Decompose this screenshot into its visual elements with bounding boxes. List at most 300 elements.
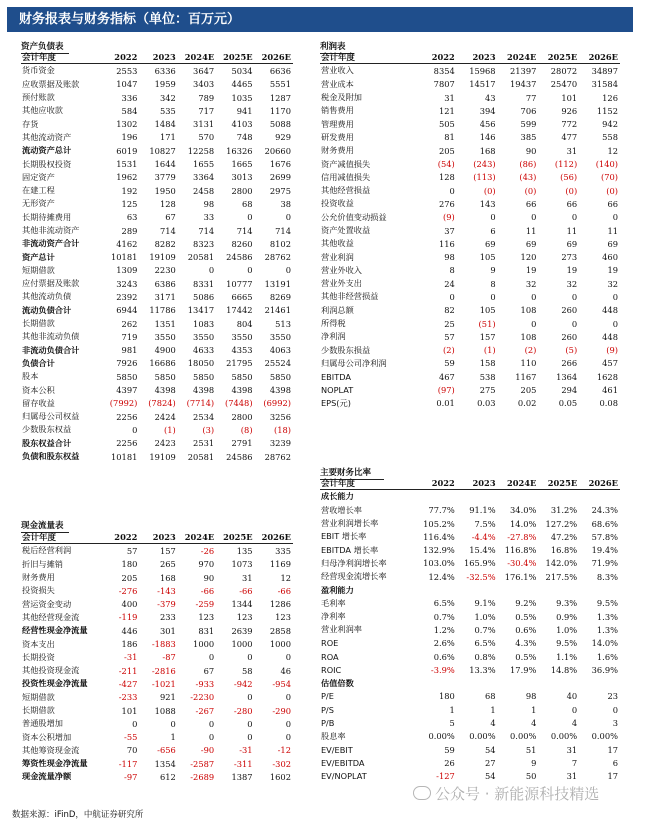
table-cell: 57.8% [591, 531, 618, 542]
table-cell: 0.7% [474, 624, 496, 635]
table-row [21, 770, 293, 783]
row-label: 其他经营损益 [321, 185, 371, 196]
row-label: 税后经营利润 [22, 545, 72, 556]
table-cell: 34897 [591, 65, 618, 76]
table-row [21, 637, 293, 650]
table-cell: 342 [159, 92, 176, 103]
table-cell: 192 [121, 185, 138, 196]
table-cell: -97 [124, 771, 138, 782]
table-cell: 921 [159, 692, 176, 703]
table-cell: 8323 [193, 238, 215, 249]
table-cell: 12.4% [428, 571, 455, 582]
table-cell: 6019 [116, 145, 138, 156]
table-cell: 461 [602, 385, 618, 396]
table-row [320, 770, 620, 783]
row-label: EV/EBITDA [321, 757, 365, 768]
table-row [21, 304, 293, 317]
ratios-title: 主要财务比率 [320, 466, 384, 478]
table-cell: (7714) [186, 398, 215, 409]
table-cell: 1286 [269, 599, 291, 610]
balance-sheet-table [21, 50, 293, 463]
table-cell: 275 [479, 385, 496, 396]
table-cell: -31 [239, 745, 253, 756]
table-cell: 1644 [154, 159, 176, 170]
table-cell: 1047 [116, 79, 138, 90]
table-cell: 1.1% [556, 651, 578, 662]
table-cell: 0 [285, 692, 291, 703]
table-cell: 68.6% [591, 518, 618, 529]
table-cell: 0.01 [436, 398, 455, 409]
table-cell: -379 [157, 599, 176, 610]
table-cell: 1676 [269, 159, 291, 170]
row-label: 营业外收入 [321, 264, 362, 275]
table-cell [538, 583, 579, 596]
table-cell: 8269 [269, 291, 291, 302]
table-cell: (7448) [224, 398, 253, 409]
table-cell: 165.9% [463, 558, 496, 569]
table-cell: 70 [126, 745, 138, 756]
row-label: 其他非经营损益 [321, 291, 379, 302]
table-cell: -267 [195, 705, 215, 716]
table-cell: 0 [208, 265, 215, 276]
table-cell: 1.3% [596, 611, 618, 622]
table-cell: 66 [525, 198, 537, 209]
table-row [21, 597, 293, 610]
ratios-table [320, 476, 620, 783]
table-cell: 1.0% [556, 624, 578, 635]
row-label: 货币资金 [22, 65, 55, 76]
table-cell: 31 [566, 145, 578, 156]
table-cell: 19437 [509, 79, 537, 90]
row-label: 投资性现金净流量 [22, 678, 88, 689]
table-cell: 3647 [193, 65, 215, 76]
table-cell: 262 [121, 318, 138, 329]
table-cell: 0 [247, 265, 253, 276]
table-cell: 929 [275, 132, 291, 143]
table-cell: (5) [565, 345, 578, 356]
table-cell: 58 [242, 665, 253, 676]
table-cell: 67 [203, 665, 215, 676]
table-cell: 105 [479, 305, 496, 316]
table-cell: 4900 [154, 345, 176, 356]
row-label: 长期股权投资 [22, 158, 72, 169]
year-header: 2023 [139, 530, 177, 544]
table-cell: 4063 [269, 345, 291, 356]
table-cell: 1088 [154, 705, 176, 716]
header-label: 会计年度 [21, 530, 101, 544]
table-cell: 2639 [231, 625, 253, 636]
year-header: 2025E [538, 476, 579, 490]
table-cell: 9 [531, 757, 537, 768]
row-label: P/E [321, 691, 334, 702]
table-cell: 205 [438, 145, 455, 156]
table-cell: 9.2% [515, 598, 537, 609]
table-cell: 448 [602, 305, 618, 316]
table-row [320, 304, 620, 317]
table-row [320, 504, 620, 517]
table-cell: 0.00% [510, 731, 537, 742]
table-cell: (7824) [148, 398, 176, 409]
table-row [21, 104, 293, 117]
row-label: 营业外支出 [321, 278, 362, 289]
table-header-row [320, 50, 620, 64]
year-header: 2024E [178, 50, 216, 64]
table-cell: 584 [121, 105, 138, 116]
table-cell: 5086 [193, 291, 215, 302]
table-row [21, 611, 293, 624]
table-cell: 0 [132, 424, 138, 435]
table-cell: 4 [490, 717, 496, 728]
table-cell: 3239 [269, 438, 291, 449]
table-cell: 205 [121, 572, 138, 583]
table-cell: 448 [602, 331, 618, 342]
table-cell: 0 [571, 704, 578, 715]
table-cell: 14517 [469, 79, 496, 90]
table-cell: 4 [531, 717, 537, 728]
table-cell: 0 [208, 732, 215, 743]
table-cell: 10181 [110, 252, 138, 263]
row-label: 其他流动资产 [22, 131, 72, 142]
table-cell: 1.3% [596, 624, 618, 635]
table-cell: 4398 [231, 385, 253, 396]
row-label: 财务费用 [22, 572, 55, 583]
row-label: 管理费用 [321, 118, 354, 129]
table-cell: 941 [236, 105, 253, 116]
table-cell: 21397 [509, 65, 537, 76]
table-cell: 91.1% [469, 505, 496, 516]
table-cell: 17.9% [510, 664, 537, 675]
table-cell: 3550 [231, 331, 253, 342]
table-cell: 19 [566, 265, 578, 276]
table-cell: 0 [612, 291, 618, 302]
table-cell: 142.0% [545, 558, 578, 569]
table-row [21, 277, 293, 290]
table-cell: 0 [208, 652, 215, 663]
table-cell: (97) [437, 385, 455, 396]
table-cell: 1.2% [433, 624, 455, 635]
table-row [21, 691, 293, 704]
table-cell: 1287 [269, 92, 291, 103]
table-cell: 24586 [226, 252, 253, 263]
table-row [320, 597, 620, 610]
table-cell: (243) [473, 159, 496, 170]
table-cell: 17 [607, 771, 618, 782]
table-row [320, 663, 620, 676]
watermark-text: 公众号 · 新能源科技精选 [435, 785, 600, 803]
table-row [320, 224, 620, 237]
table-cell: 394 [479, 105, 496, 116]
table-cell: 37 [444, 225, 455, 236]
table-row [21, 250, 293, 263]
table-row [21, 437, 293, 450]
table-cell: 157 [479, 331, 496, 342]
table-header-row [320, 476, 620, 490]
table-cell: 772 [561, 119, 578, 130]
table-cell: 28762 [264, 252, 291, 263]
year-header: 2025E [216, 50, 254, 64]
table-cell: 25524 [264, 358, 291, 369]
table-cell: 15.4% [469, 545, 496, 556]
row-label: 资产减值损失 [321, 158, 371, 169]
table-cell: 98 [203, 198, 215, 209]
table-row [320, 344, 620, 357]
table-cell: 16.8% [550, 545, 578, 556]
table-cell: 67 [165, 212, 176, 223]
table-row [320, 91, 620, 104]
row-label: 存货 [22, 118, 39, 129]
table-cell: 6.5% [474, 638, 496, 649]
table-cell: 14.0% [591, 638, 618, 649]
table-cell: 98 [444, 252, 455, 263]
table-cell: 926 [561, 105, 578, 116]
table-cell: 18050 [187, 358, 215, 369]
table-cell: 135 [236, 545, 253, 556]
table-cell: 4398 [193, 385, 215, 396]
table-cell: 2800 [231, 411, 253, 422]
row-label: 负债和股东权益 [22, 451, 80, 462]
table-cell: 0 [571, 212, 578, 223]
table-cell [416, 676, 457, 689]
table-cell: (9) [606, 345, 618, 356]
row-label: 资本公积 [22, 384, 55, 395]
table-cell: 0 [285, 212, 291, 223]
table-row [21, 544, 293, 558]
table-cell: 125 [121, 198, 138, 209]
table-cell: 4 [571, 717, 578, 728]
table-cell: -302 [272, 758, 291, 769]
table-cell: 1170 [269, 105, 291, 116]
table-cell: 15968 [469, 65, 496, 76]
row-label: 流动负债合计 [22, 304, 72, 315]
table-cell: 570 [198, 132, 215, 143]
row-label: 长期借款 [22, 318, 55, 329]
table-cell: 0 [531, 291, 537, 302]
income-statement-table [320, 50, 620, 410]
table-cell: (0) [483, 185, 496, 196]
table-cell: 12258 [187, 145, 215, 156]
section-banner [7, 7, 633, 32]
table-cell: (7992) [109, 398, 138, 409]
table-cell: 31584 [591, 79, 618, 90]
row-label: P/B [321, 717, 335, 728]
row-label: 长期投资 [22, 651, 55, 662]
table-row [320, 743, 620, 756]
table-cell [457, 490, 498, 504]
table-cell: 3013 [231, 172, 253, 183]
year-header: 2026E [579, 50, 620, 64]
table-cell: -933 [195, 678, 215, 689]
table-cell: 301 [159, 625, 176, 636]
row-label: 留存收益 [22, 397, 55, 408]
table-cell: 0.5% [515, 611, 537, 622]
row-label: ROIC [321, 664, 342, 675]
table-cell: 2392 [116, 291, 138, 302]
table-cell: 120 [520, 252, 537, 263]
table-cell [579, 676, 620, 689]
table-row [21, 624, 293, 637]
table-cell: (8) [240, 424, 253, 435]
table-cell: 121 [438, 105, 455, 116]
table-cell: 3256 [269, 411, 291, 422]
table-cell: 16326 [226, 145, 253, 156]
table-cell: 3243 [116, 278, 138, 289]
table-cell: 0.03 [477, 398, 496, 409]
row-label: 税金及附加 [321, 92, 362, 103]
table-row [320, 637, 620, 650]
table-cell: 28072 [550, 65, 578, 76]
table-row [21, 730, 293, 743]
table-cell: 68 [485, 691, 496, 702]
table-cell: 127.2% [545, 518, 578, 529]
table-row [21, 144, 293, 157]
table-cell: 17442 [226, 305, 253, 316]
table-row [21, 78, 293, 91]
table-cell: 0.8% [474, 651, 496, 662]
table-cell: 558 [602, 132, 618, 143]
table-cell: 116.4% [423, 531, 455, 542]
table-cell: 446 [121, 625, 138, 636]
table-cell: 2858 [269, 625, 291, 636]
row-label: 营业收入 [321, 65, 354, 76]
table-cell: 1083 [193, 318, 215, 329]
table-cell: 19109 [149, 252, 176, 263]
row-label: 无形资产 [22, 198, 55, 209]
table-cell: 11 [566, 225, 578, 236]
table-cell: (1) [483, 345, 496, 356]
table-row [21, 717, 293, 730]
year-header: 2023 [457, 50, 498, 64]
table-cell: 2423 [154, 438, 176, 449]
table-cell: 26 [444, 757, 455, 768]
table-cell: 1000 [269, 639, 291, 650]
table-cell: 47.2% [550, 531, 578, 542]
table-cell: 128 [438, 172, 455, 183]
table-row [320, 716, 620, 729]
table-row [21, 211, 293, 224]
table-cell: 9 [490, 265, 496, 276]
row-label: 经营现金流增长率 [321, 571, 387, 582]
table-cell: 0 [571, 318, 578, 329]
table-cell: 11 [525, 225, 537, 236]
table-cell: 1.6% [596, 651, 618, 662]
row-label: 其他应收款 [22, 105, 63, 116]
table-cell: 19109 [149, 451, 176, 462]
table-cell: 110 [520, 358, 537, 369]
row-label: 现金流量净额 [22, 771, 72, 782]
table-cell: 456 [479, 119, 496, 130]
table-cell: (6992) [263, 398, 291, 409]
row-label: 投资收益 [321, 198, 354, 209]
table-cell: 0 [285, 265, 291, 276]
table-cell: 1628 [596, 371, 618, 382]
table-cell: 0 [285, 732, 291, 743]
table-cell: 714 [275, 225, 291, 236]
table-cell: 3171 [154, 291, 176, 302]
table-cell: 1309 [116, 265, 138, 276]
table-row [21, 91, 293, 104]
table-cell: 9.5% [596, 598, 618, 609]
row-label: 公允价值变动损益 [321, 211, 387, 222]
table-cell: 7926 [116, 358, 138, 369]
table-cell: 942 [602, 119, 618, 130]
year-header: 2026E [255, 50, 293, 64]
table-cell: 14.0% [510, 518, 537, 529]
table-cell: 2256 [116, 438, 138, 449]
table-cell: 7.5% [474, 518, 496, 529]
table-cell: 260 [561, 305, 578, 316]
watermark [413, 783, 599, 804]
row-label: 长期借款 [22, 705, 55, 715]
table-cell: 477 [561, 132, 578, 143]
table-cell: 400 [121, 599, 138, 610]
table-cell: 0 [247, 732, 253, 743]
table-cell: 1 [531, 704, 537, 715]
table-row [21, 344, 293, 357]
row-label: 流动资产总计 [22, 145, 72, 156]
table-cell: 5034 [231, 65, 253, 76]
table-row [21, 237, 293, 250]
table-cell: 8331 [193, 278, 215, 289]
table-cell: (3) [202, 424, 215, 435]
year-header: 2023 [139, 50, 177, 64]
table-cell: 19 [525, 265, 537, 276]
table-cell: (2) [443, 345, 455, 356]
row-label: ROA [321, 651, 339, 662]
table-cell: (113) [473, 172, 496, 183]
table-cell: 32 [525, 278, 537, 289]
table-row [320, 264, 620, 277]
table-row [320, 78, 620, 91]
table-cell: 4397 [116, 385, 138, 396]
table-cell: 59 [444, 358, 455, 369]
table-row [21, 131, 293, 144]
table-cell: -311 [233, 758, 253, 769]
table-cell: 69 [566, 238, 578, 249]
table-cell: (56) [560, 172, 578, 183]
table-row [320, 570, 620, 583]
table-row [320, 211, 620, 224]
year-header: 2024E [178, 530, 216, 544]
table-cell: 13191 [264, 278, 291, 289]
year-header: 2022 [416, 50, 457, 64]
table-cell: -87 [162, 652, 176, 663]
row-label: 少数股东权益 [22, 424, 72, 435]
row-label: 营运资金变动 [22, 598, 72, 609]
table-cell: 101 [121, 705, 138, 716]
table-cell: 538 [479, 371, 496, 382]
table-cell: 105 [479, 252, 496, 263]
table-cell: 1000 [231, 639, 253, 650]
row-label: 净利润 [321, 331, 346, 342]
table-header-row [21, 50, 293, 64]
table-cell: 1602 [269, 771, 291, 782]
table-cell: 12 [607, 145, 618, 156]
table-row [320, 730, 620, 743]
row-label: 营业利润增长率 [321, 518, 379, 529]
table-cell: 714 [236, 225, 253, 236]
row-label: P/S [321, 704, 334, 715]
table-cell: 38 [280, 198, 291, 209]
table-cell: 1000 [193, 639, 215, 650]
table-cell: 0.00% [428, 731, 455, 742]
table-cell: 1364 [556, 371, 578, 382]
table-cell: 4633 [193, 345, 215, 356]
table-row [21, 64, 293, 78]
table-cell: 6.5% [433, 598, 455, 609]
table-cell: -119 [118, 612, 138, 623]
table-cell: 8 [490, 278, 496, 289]
table-cell: 123 [275, 612, 291, 623]
